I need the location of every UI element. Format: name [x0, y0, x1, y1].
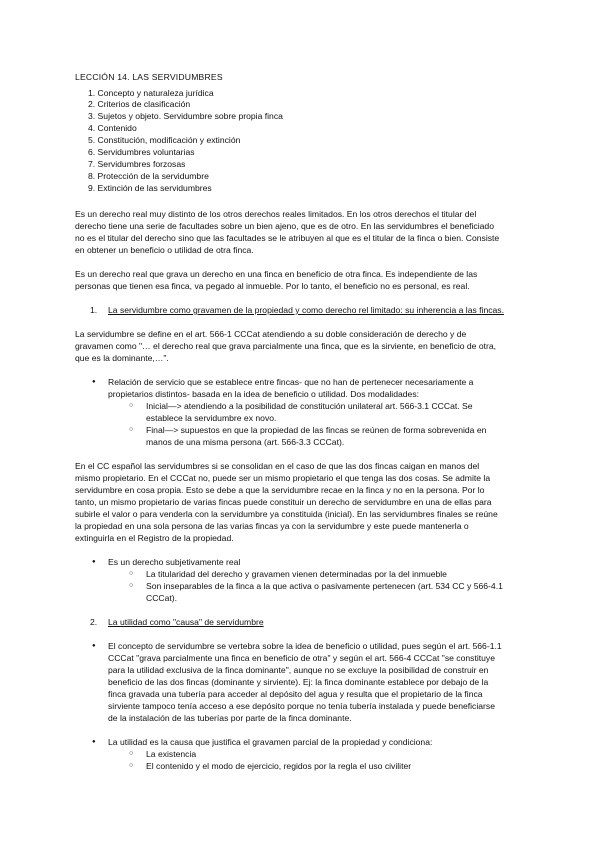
toc-item: 8. Protección de la servidumbre — [88, 171, 209, 181]
sub-bullet-icon: ○ — [129, 762, 134, 769]
paragraph-line: personas que tienen esa finca, va pegado al inmueble. Por lo tanto, el beneficio no es personal, es real. — [75, 281, 470, 291]
sub-bullet-icon: ○ — [129, 582, 134, 589]
toc-item: 3. Sujetos y objeto. Servidumbre sobre propia finca — [88, 111, 283, 121]
sub-bullet-text: manos de una misma persona (art. 566-3.3 CCCat). — [146, 437, 345, 447]
sub-bullet-text: La existencia — [146, 749, 197, 759]
bullet-icon: ● — [92, 739, 96, 745]
paragraph-line: que es la dominante,…". — [75, 353, 169, 363]
paragraph-line: servidumbre en cosa propia. Esto se debe a que la servidumbre recae en la finca y no en la persona. Por lo — [75, 485, 485, 495]
lesson-title: LECCIÓN 14. LAS SERVIDUMBRES — [75, 72, 223, 82]
paragraph-line: Es un derecho real muy distinto de los otros derechos reales limitados. En los otros derechos el titular del — [75, 209, 477, 219]
paragraph-line: extinguirla en el Registro de la propiedad. — [75, 533, 234, 543]
paragraph-line: subirle el valor o para venderla con la servidumbre ya constituida (inicial). En las servidumbres finales se reúne — [75, 509, 498, 519]
sub-bullet-icon: ○ — [129, 750, 134, 757]
sub-bullet-icon: ○ — [129, 402, 134, 409]
bullet-text: de la instalación de las tuberías por parte de la finca dominante. — [108, 713, 352, 723]
paragraph-line: en obtener un beneficio o utilidad de otra finca. — [75, 245, 254, 255]
bullet-text: para la utilidad exclusiva de la finca dominante", aunque no se excluye la posibilidad de construir en — [108, 665, 489, 675]
sub-bullet-text: El contenido y el modo de ejercicio, regidos por la regla el uso civiliter — [146, 761, 412, 771]
toc-item: 4. Contenido — [88, 123, 137, 133]
toc-item: 6. Servidumbres voluntarias — [88, 147, 195, 157]
sub-bullet-icon: ○ — [129, 570, 134, 577]
paragraph-line: la propiedad en una sola persona de las varias fincas ya con la servidumbre y este puede mantenerla o — [75, 521, 469, 531]
bullet-text: finca gravada una tubería para acceder al depósito del agua y resulta que el propietario de la finca — [108, 689, 483, 699]
sub-bullet-text: establece la servidumbre ex novo. — [146, 413, 277, 423]
bullet-icon: ● — [92, 559, 96, 565]
toc-item: 9. Extinción de las servidumbres — [88, 183, 212, 193]
sub-bullet-text: CCCat). — [146, 593, 178, 603]
bullet-icon: ● — [92, 643, 96, 649]
bullet-text: El concepto de servidumbre se vertebra sobre la idea de beneficio o utilidad, pues según el art. 566-1.1 — [108, 641, 502, 651]
bullet-text: propietarios distintos- basada en la idea de beneficio o utilidad. Dos modalidades: — [108, 389, 420, 399]
paragraph-line: gravamen como "… el derecho real que grava parcialmente una finca, que es la sirviente, en beneficio de otra, — [75, 341, 497, 351]
sub-bullet-text: Son inseparables de la finca a la que activa o pasivamente pertenecen (art. 534 CC y 566-4.1 — [146, 581, 503, 591]
paragraph-line: mismo propietario. En el CCCat no, puede ser un mismo propietario el que tenga las dos cosas. Se admite la — [75, 473, 491, 483]
paragraph-line: derecho tiene una serie de facultades sobre un bien ajeno, que es de otro. En las servidumbres el beneficiado — [75, 221, 494, 231]
paragraph-line: La servidumbre se define en el art. 566-1 CCCat atendiendo a su doble consideración de derecho y de — [75, 329, 467, 339]
section-heading: La utilidad como "causa" de servidumbre — [108, 617, 264, 627]
bullet-text: CCCat "grava parcialmente una finca en beneficio de otra" y según el art. 566-4 CCCat "se constituye — [108, 653, 496, 663]
bullet-text: sirviente tampoco tenía acceso a ese depósito porque no tenía tubería instalada y puede beneficiarse — [108, 701, 495, 711]
paragraph-line: En el CC español las servidumbres si se consolidan en el caso de que las dos fincas caigan en manos del — [75, 461, 480, 471]
toc-item: 5. Constitución, modificación y extinción — [88, 135, 241, 145]
bullet-text: Es un derecho subjetivamente real — [108, 557, 241, 567]
section-heading: La servidumbre como gravamen de la propiedad y como derecho rel limitado: su inherencia a las fincas. — [108, 305, 504, 315]
sub-bullet-text: La titularidad del derecho y gravamen vienen determinadas por la del inmueble — [146, 569, 447, 579]
sub-bullet-text: Final—> supuestos en que la propiedad de las fincas se reúnen de forma sobrevenida en — [146, 425, 487, 435]
sub-bullet-text: Inicial—> atendiendo a la posibilidad de constitución unilateral art. 566-3.1 CCCat. Se — [146, 401, 473, 411]
section-number: 2. — [90, 617, 98, 627]
bullet-text: Relación de servicio que se establece entre fincas- que no han de pertenecer necesariamente a — [108, 377, 474, 387]
bullet-icon: ● — [92, 379, 96, 385]
paragraph-line: tanto, un mismo propietario de varias fincas puede constituir un derecho de servidumbre en una de ellas para — [75, 497, 492, 507]
sub-bullet-icon: ○ — [129, 426, 134, 433]
toc-item: 1. Concepto y naturaleza jurídica — [88, 88, 214, 98]
bullet-text: La utilidad es la causa que justifica el gravamen parcial de la propiedad y condiciona: — [108, 737, 433, 747]
section-number: 1. — [90, 305, 98, 315]
toc-item: 2. Criterios de clasificación — [88, 99, 191, 109]
bullet-text: beneficio de las dos fincas (dominante y sirviente). Ej: la finca dominante establece por debajo de la — [108, 677, 489, 687]
toc-item: 7. Servidumbres forzosas — [88, 159, 186, 169]
paragraph-line: no es el titular del derecho sino que las facultades se le atribuyen al que es el titular de la finca o bien. Consiste — [75, 233, 500, 243]
paragraph-line: Es un derecho real que grava un derecho en una finca en beneficio de otra finca. Es independiente de las — [75, 269, 478, 279]
